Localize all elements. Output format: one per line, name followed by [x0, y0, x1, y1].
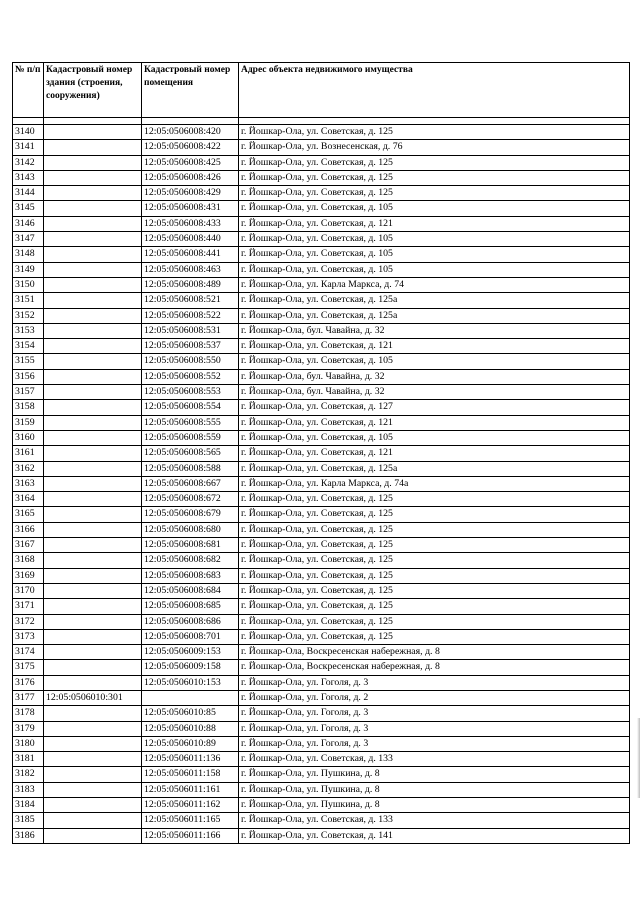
cell-building-cadastral — [44, 813, 142, 828]
table-row — [13, 339, 630, 354]
cell-address: г. Йошкар-Ола, ул. Пушкина, д. 8 — [239, 767, 630, 782]
cell-building-cadastral — [44, 385, 142, 400]
property-register-table — [12, 62, 630, 844]
cell-building-cadastral — [44, 308, 142, 323]
table-row — [13, 599, 630, 614]
cell-room-cadastral: 12:05:0506008:588 — [142, 461, 239, 476]
cell-number: 3144 — [13, 186, 44, 201]
cell-address: г. Йошкар-Ола, ул. Советская, д. 105 — [239, 201, 630, 216]
cell-building-cadastral — [44, 277, 142, 292]
cell-address: г. Йошкар-Ола, ул. Советская, д. 125 — [239, 492, 630, 507]
table-row — [13, 721, 630, 736]
cell-number: 3141 — [13, 140, 44, 155]
table-row — [13, 660, 630, 675]
cell-address: г. Йошкар-Ола, ул. Советская, д. 125а — [239, 461, 630, 476]
cell-address: г. Йошкар-Ола, ул. Гоголя, д. 3 — [239, 736, 630, 751]
cell-room-cadastral: 12:05:0506008:672 — [142, 492, 239, 507]
cell-building-cadastral — [44, 461, 142, 476]
cell-address: г. Йошкар-Ола, ул. Советская, д. 125 — [239, 522, 630, 537]
cell-building-cadastral — [44, 170, 142, 185]
cell-building-cadastral — [44, 538, 142, 553]
cell-room-cadastral: 12:05:0506008:682 — [142, 553, 239, 568]
table-row — [13, 675, 630, 690]
cell-room-cadastral — [142, 690, 239, 705]
table-row — [13, 170, 630, 185]
cell-address: г. Йошкар-Ола, ул. Советская, д. 133 — [239, 752, 630, 767]
cell-number: 3145 — [13, 201, 44, 216]
table-row — [13, 400, 630, 415]
cell-number: 3148 — [13, 247, 44, 262]
cell-room-cadastral: 12:05:0506008:555 — [142, 415, 239, 430]
cell-building-cadastral — [44, 339, 142, 354]
cell-address: г. Йошкар-Ола, ул. Советская, д. 125 — [239, 583, 630, 598]
cell-number: 3185 — [13, 813, 44, 828]
document-page — [12, 62, 630, 844]
cell-room-cadastral: 12:05:0506008:426 — [142, 170, 239, 185]
table-header-row — [13, 63, 630, 118]
cell-room-cadastral: 12:05:0506008:681 — [142, 538, 239, 553]
cell-number: 3180 — [13, 736, 44, 751]
cell-room-cadastral: 12:05:0506011:162 — [142, 798, 239, 813]
cell-building-cadastral — [44, 201, 142, 216]
cell-room-cadastral: 12:05:0506008:684 — [142, 583, 239, 598]
header-number: № п/п — [13, 63, 44, 118]
table-row — [13, 216, 630, 231]
cell-building-cadastral — [44, 522, 142, 537]
cell-address: г. Йошкар-Ола, ул. Советская, д. 105 — [239, 354, 630, 369]
cell-number: 3157 — [13, 385, 44, 400]
table-row — [13, 553, 630, 568]
cell-room-cadastral: 12:05:0506008:433 — [142, 216, 239, 231]
cell-address: г. Йошкар-Ола, Воскресенская набережная, д. 8 — [239, 660, 630, 675]
cell-number: 3164 — [13, 492, 44, 507]
cell-building-cadastral — [44, 140, 142, 155]
cell-number: 3143 — [13, 170, 44, 185]
cell-room-cadastral: 12:05:0506008:489 — [142, 277, 239, 292]
table-row — [13, 645, 630, 660]
cell-number: 3177 — [13, 690, 44, 705]
cell-building-cadastral — [44, 752, 142, 767]
cell-number: 3160 — [13, 430, 44, 445]
cell-address: г. Йошкар-Ола, ул. Карла Маркса, д. 74а — [239, 476, 630, 491]
cell-number: 3175 — [13, 660, 44, 675]
cell-number: 3142 — [13, 155, 44, 170]
cell-number: 3183 — [13, 782, 44, 797]
cell-address: г. Йошкар-Ола, ул. Советская, д. 121 — [239, 415, 630, 430]
cell-address: г. Йошкар-Ола, ул. Советская, д. 121 — [239, 216, 630, 231]
cell-building-cadastral — [44, 323, 142, 338]
table-row — [13, 752, 630, 767]
cell-room-cadastral: 12:05:0506008:685 — [142, 599, 239, 614]
cell-address: г. Йошкар-Ола, ул. Гоголя, д. 3 — [239, 721, 630, 736]
cell-room-cadastral: 12:05:0506008:667 — [142, 476, 239, 491]
cell-building-cadastral — [44, 293, 142, 308]
cell-building-cadastral — [44, 599, 142, 614]
cell-room-cadastral: 12:05:0506008:463 — [142, 262, 239, 277]
cell-address: г. Йошкар-Ола, ул. Советская, д. 141 — [239, 828, 630, 843]
cell-number: 3170 — [13, 583, 44, 598]
cell-building-cadastral — [44, 736, 142, 751]
cell-room-cadastral: 12:05:0506010:88 — [142, 721, 239, 736]
table-row — [13, 522, 630, 537]
cell-address: г. Йошкар-Ола, ул. Советская, д. 105 — [239, 430, 630, 445]
cell-room-cadastral: 12:05:0506008:565 — [142, 446, 239, 461]
table-row — [13, 232, 630, 247]
cell-room-cadastral: 12:05:0506008:429 — [142, 186, 239, 201]
cell-room-cadastral: 12:05:0506010:153 — [142, 675, 239, 690]
cell-number: 3169 — [13, 568, 44, 583]
cell-address: г. Йошкар-Ола, ул. Советская, д. 105 — [239, 232, 630, 247]
cell-number: 3140 — [13, 125, 44, 140]
cell-building-cadastral — [44, 262, 142, 277]
cell-building-cadastral — [44, 354, 142, 369]
cell-address: г. Йошкар-Ола, ул. Советская, д. 125 — [239, 568, 630, 583]
table-row — [13, 813, 630, 828]
cell-building-cadastral — [44, 767, 142, 782]
header-building-cadastral: Кадастровый номер здания (строения, сооружения) — [44, 63, 142, 118]
table-row — [13, 155, 630, 170]
header-room-cadastral: Кадастровый номер помещения — [142, 63, 239, 118]
cell-building-cadastral — [44, 706, 142, 721]
cell-building-cadastral — [44, 492, 142, 507]
cell-room-cadastral: 12:05:0506008:559 — [142, 430, 239, 445]
table-row — [13, 614, 630, 629]
cell-room-cadastral: 12:05:0506011:158 — [142, 767, 239, 782]
table-row — [13, 461, 630, 476]
cell-room-cadastral: 12:05:0506011:161 — [142, 782, 239, 797]
cell-number: 3186 — [13, 828, 44, 843]
table-body — [13, 118, 630, 844]
cell-room-cadastral: 12:05:0506009:153 — [142, 645, 239, 660]
table-row — [13, 201, 630, 216]
cell-address: г. Йошкар-Ола, бул. Чавайна, д. 32 — [239, 369, 630, 384]
cell-building-cadastral — [44, 247, 142, 262]
cell-number: 3173 — [13, 629, 44, 644]
cell-room-cadastral: 12:05:0506008:683 — [142, 568, 239, 583]
cell-address: г. Йошкар-Ола, ул. Советская, д. 125 — [239, 507, 630, 522]
cell-room-cadastral: 12:05:0506008:550 — [142, 354, 239, 369]
cell-number: 3182 — [13, 767, 44, 782]
cell-room-cadastral: 12:05:0506008:701 — [142, 629, 239, 644]
table-row — [13, 476, 630, 491]
cell-number: 3147 — [13, 232, 44, 247]
cell-building-cadastral — [44, 583, 142, 598]
table-row — [13, 354, 630, 369]
cell-address: г. Йошкар-Ола, ул. Советская, д. 127 — [239, 400, 630, 415]
table-row — [13, 538, 630, 553]
cell-room-cadastral: 12:05:0506008:522 — [142, 308, 239, 323]
cell-address: г. Йошкар-Ола, бул. Чавайна, д. 32 — [239, 385, 630, 400]
table-row — [13, 828, 630, 843]
table-row — [13, 385, 630, 400]
cell-building-cadastral — [44, 125, 142, 140]
cell-address: г. Йошкар-Ола, ул. Советская, д. 125а — [239, 293, 630, 308]
cell-room-cadastral: 12:05:0506009:158 — [142, 660, 239, 675]
cell-number: 3181 — [13, 752, 44, 767]
table-row — [13, 798, 630, 813]
table-row — [13, 629, 630, 644]
cell-room-cadastral: 12:05:0506011:136 — [142, 752, 239, 767]
table-row — [13, 706, 630, 721]
table-row — [13, 446, 630, 461]
cell-address: г. Йошкар-Ола, ул. Советская, д. 125 — [239, 599, 630, 614]
cell-address: г. Йошкар-Ола, ул. Советская, д. 125 — [239, 553, 630, 568]
cell-number: 3184 — [13, 798, 44, 813]
cell-number: 3176 — [13, 675, 44, 690]
table-row — [13, 690, 630, 705]
cell-room-cadastral: 12:05:0506008:441 — [142, 247, 239, 262]
cell-number: 3178 — [13, 706, 44, 721]
cell-building-cadastral — [44, 507, 142, 522]
cell-address: г. Йошкар-Ола, ул. Вознесенская, д. 76 — [239, 140, 630, 155]
table-row — [13, 583, 630, 598]
cell-room-cadastral: 12:05:0506008:537 — [142, 339, 239, 354]
table-row — [13, 507, 630, 522]
table-row — [13, 186, 630, 201]
cell-room-cadastral: 12:05:0506011:166 — [142, 828, 239, 843]
cell-building-cadastral: 12:05:0506010:301 — [44, 690, 142, 705]
cell-number: 3172 — [13, 614, 44, 629]
cell-address: г. Йошкар-Ола, ул. Карла Маркса, д. 74 — [239, 277, 630, 292]
cell-address: г. Йошкар-Ола, ул. Советская, д. 105 — [239, 247, 630, 262]
cell-number: 3171 — [13, 599, 44, 614]
cell-building-cadastral — [44, 232, 142, 247]
table-row — [13, 293, 630, 308]
cell-number: 3163 — [13, 476, 44, 491]
cell-room-cadastral: 12:05:0506008:431 — [142, 201, 239, 216]
cell-number: 3158 — [13, 400, 44, 415]
cell-room-cadastral: 12:05:0506008:521 — [142, 293, 239, 308]
cell-building-cadastral — [44, 415, 142, 430]
cell-address: г. Йошкар-Ола, ул. Советская, д. 125 — [239, 155, 630, 170]
table-row — [13, 415, 630, 430]
cell-number: 3146 — [13, 216, 44, 231]
cell-room-cadastral: 12:05:0506008:554 — [142, 400, 239, 415]
cell-building-cadastral — [44, 430, 142, 445]
cell-room-cadastral: 12:05:0506008:422 — [142, 140, 239, 155]
cell-building-cadastral — [44, 155, 142, 170]
cell-room-cadastral: 12:05:0506011:165 — [142, 813, 239, 828]
cell-number: 3179 — [13, 721, 44, 736]
table-row — [13, 369, 630, 384]
cell-address: г. Йошкар-Ола, ул. Гоголя, д. 3 — [239, 675, 630, 690]
cell-number: 3165 — [13, 507, 44, 522]
cell-room-cadastral: 12:05:0506008:679 — [142, 507, 239, 522]
cell-room-cadastral: 12:05:0506008:686 — [142, 614, 239, 629]
cell-building-cadastral — [44, 400, 142, 415]
cell-building-cadastral — [44, 645, 142, 660]
cell-room-cadastral: 12:05:0506010:89 — [142, 736, 239, 751]
cell-building-cadastral — [44, 553, 142, 568]
cell-building-cadastral — [44, 721, 142, 736]
cell-address: г. Йошкар-Ола, ул. Пушкина, д. 8 — [239, 798, 630, 813]
cell-address: г. Йошкар-Ола, ул. Советская, д. 133 — [239, 813, 630, 828]
cell-number: 3151 — [13, 293, 44, 308]
table-row — [13, 782, 630, 797]
cell-number: 3174 — [13, 645, 44, 660]
cell-address: г. Йошкар-Ола, ул. Советская, д. 125 — [239, 614, 630, 629]
table-row — [13, 277, 630, 292]
cell-number: 3156 — [13, 369, 44, 384]
cell-number: 3168 — [13, 553, 44, 568]
cell-address: г. Йошкар-Ола, ул. Советская, д. 121 — [239, 446, 630, 461]
cell-number: 3152 — [13, 308, 44, 323]
cell-building-cadastral — [44, 828, 142, 843]
cell-building-cadastral — [44, 660, 142, 675]
cell-number: 3153 — [13, 323, 44, 338]
cell-building-cadastral — [44, 476, 142, 491]
cell-building-cadastral — [44, 568, 142, 583]
table-row — [13, 736, 630, 751]
cell-building-cadastral — [44, 446, 142, 461]
cell-address: г. Йошкар-Ола, ул. Советская, д. 125 — [239, 186, 630, 201]
cell-address: г. Йошкар-Ола, ул. Советская, д. 125а — [239, 308, 630, 323]
cell-number: 3161 — [13, 446, 44, 461]
header-spacer-row — [13, 118, 630, 125]
cell-building-cadastral — [44, 782, 142, 797]
cell-building-cadastral — [44, 614, 142, 629]
cell-building-cadastral — [44, 629, 142, 644]
cell-room-cadastral: 12:05:0506008:425 — [142, 155, 239, 170]
header-address: Адрес объекта недвижимого имущества — [239, 63, 630, 118]
cell-room-cadastral: 12:05:0506008:552 — [142, 369, 239, 384]
table-row — [13, 262, 630, 277]
table-row — [13, 125, 630, 140]
cell-address: г. Йошкар-Ола, ул. Гоголя, д. 2 — [239, 690, 630, 705]
cell-building-cadastral — [44, 369, 142, 384]
cell-number: 3155 — [13, 354, 44, 369]
cell-address: г. Йошкар-Ола, ул. Советская, д. 121 — [239, 339, 630, 354]
cell-building-cadastral — [44, 216, 142, 231]
cell-number: 3159 — [13, 415, 44, 430]
table-row — [13, 568, 630, 583]
cell-number: 3149 — [13, 262, 44, 277]
cell-address: г. Йошкар-Ола, ул. Советская, д. 125 — [239, 125, 630, 140]
table-row — [13, 140, 630, 155]
cell-room-cadastral: 12:05:0506008:420 — [142, 125, 239, 140]
cell-room-cadastral: 12:05:0506008:553 — [142, 385, 239, 400]
table-row — [13, 323, 630, 338]
cell-room-cadastral: 12:05:0506010:85 — [142, 706, 239, 721]
cell-room-cadastral: 12:05:0506008:440 — [142, 232, 239, 247]
cell-number: 3150 — [13, 277, 44, 292]
table-row — [13, 492, 630, 507]
cell-address: г. Йошкар-Ола, ул. Советская, д. 125 — [239, 629, 630, 644]
table-row — [13, 247, 630, 262]
cell-building-cadastral — [44, 675, 142, 690]
cell-number: 3167 — [13, 538, 44, 553]
cell-address: г. Йошкар-Ола, ул. Советская, д. 125 — [239, 170, 630, 185]
cell-number: 3162 — [13, 461, 44, 476]
cell-address: г. Йошкар-Ола, ул. Гоголя, д. 3 — [239, 706, 630, 721]
cell-address: г. Йошкар-Ола, ул. Советская, д. 125 — [239, 538, 630, 553]
cell-address: г. Йошкар-Ола, ул. Пушкина, д. 8 — [239, 782, 630, 797]
table-row — [13, 430, 630, 445]
cell-number: 3154 — [13, 339, 44, 354]
cell-address: г. Йошкар-Ола, бул. Чавайна, д. 32 — [239, 323, 630, 338]
cell-address: г. Йошкар-Ола, Воскресенская набережная, д. 8 — [239, 645, 630, 660]
cell-room-cadastral: 12:05:0506008:680 — [142, 522, 239, 537]
cell-number: 3166 — [13, 522, 44, 537]
cell-address: г. Йошкар-Ола, ул. Советская, д. 105 — [239, 262, 630, 277]
table-row — [13, 308, 630, 323]
table-row — [13, 767, 630, 782]
cell-room-cadastral: 12:05:0506008:531 — [142, 323, 239, 338]
cell-building-cadastral — [44, 186, 142, 201]
cell-building-cadastral — [44, 798, 142, 813]
